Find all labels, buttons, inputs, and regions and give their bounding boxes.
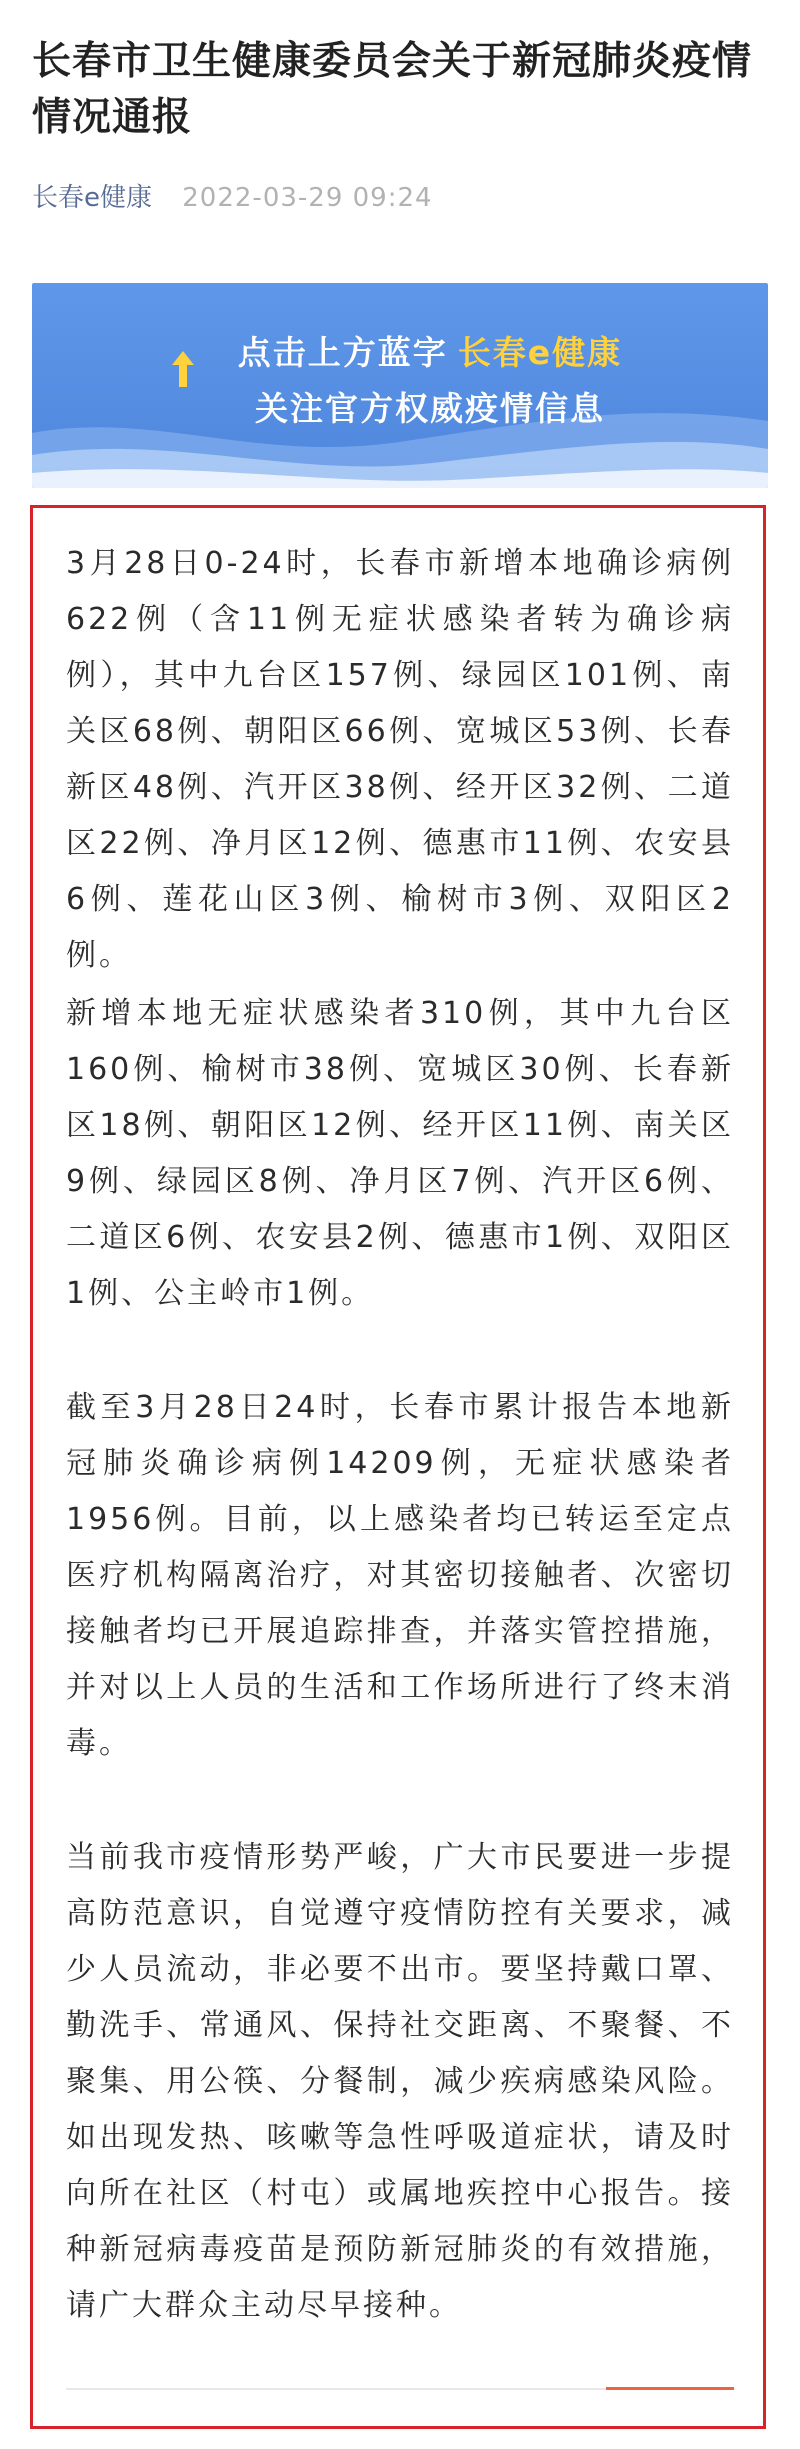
publish-date: 2022-03-29 09:24 xyxy=(182,183,433,213)
article-meta xyxy=(32,180,433,216)
paragraph-cumulative: 截至3月28日24时，长春市累计报告本地新冠肺炎确诊病例14209例，无症状感染者1956例。目前，以上感染者均已转运至定点医疗机构隔离治疗，对其密切接触者、次密切接触者均已开展追踪排查，并落实管控措施，并对以上人员的生活和工作场所进行了终末消毒。 xyxy=(66,1390,734,1761)
author-link[interactable]: 长春e健康 xyxy=(32,183,152,213)
banner-prefix-text: 点击上方蓝字 xyxy=(237,333,448,372)
article-title: 长春市卫生健康委员会关于新冠肺炎疫情情况通报 xyxy=(32,39,753,140)
paragraph-public-advice: 当前我市疫情形势严峻，广大市民要进一步提高防范意识，自觉遵守疫情防控有关要求，减少人员流动，非必要不出市。要坚持戴口罩、勤洗手、常通风、保持社交距离、不聚餐、不聚集、用公筷、分餐制，减少疾病感染风险。如出现发热、咳嗽等急性呼吸道症状，请及时向所在社区（村屯）或属地疾控中心报告。接种新冠病毒疫苗是预防新冠肺炎的有效措施，请广大群众主动尽早接种。 xyxy=(66,1840,734,2323)
banner-line-1 xyxy=(32,331,768,375)
banner-account-name: 长春e健康 xyxy=(457,333,623,372)
follow-banner[interactable] xyxy=(32,283,768,488)
paragraph-new-asymptomatic: 新增本地无症状感染者310例，其中九台区160例、榆树市38例、宽城区30例、长春新区18例、朝阳区12例、经开区11例、南关区9例、绿园区8例、净月区7例、汽开区6例、二道区6例、农安县2例、德惠市1例、双阳区1例、公主岭市1例。 xyxy=(66,996,734,1311)
footer-divider xyxy=(66,2388,666,2390)
banner-line-2: 关注官方权威疫情信息 xyxy=(255,389,605,428)
paragraph-new-confirmed: 3月28日0-24时，长春市新增本地确诊病例622例（含11例无症状感染者转为确诊病例），其中九台区157例、绿园区101例、南关区68例、朝阳区66例、宽城区53例、长春新区48例、汽开区38例、经开区32例、二道区22例、净月区12例、德惠市11例、农安县6例、莲花山区3例、榆树市3例、双阳区2例。 xyxy=(66,546,734,973)
banner-wave-decoration xyxy=(32,283,768,488)
footer-accent-bar xyxy=(606,2387,734,2390)
